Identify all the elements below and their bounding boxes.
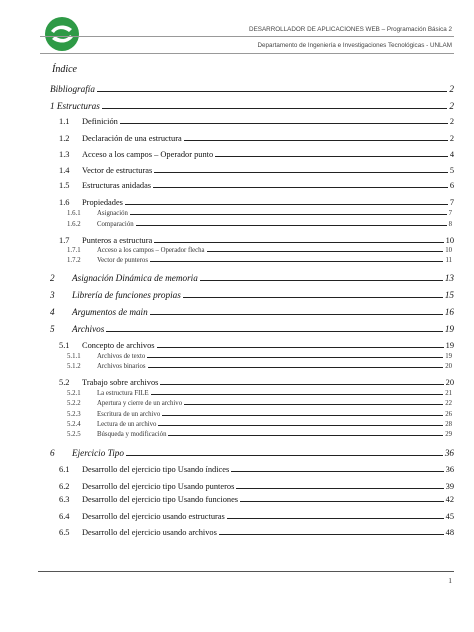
toc-entry[interactable] — [59, 378, 454, 387]
toc-entry-label: Concepto de archivos — [82, 341, 155, 350]
toc-entry-page: 36 — [445, 465, 454, 474]
toc-leader-line — [231, 471, 443, 472]
toc-entry-label: Vector de estructuras — [82, 166, 153, 175]
toc-leader-line — [153, 187, 448, 188]
toc-entry-page: 20 — [445, 363, 452, 370]
toc-entry-number: 2 — [50, 273, 55, 283]
footer-divider — [38, 571, 454, 572]
toc-entry[interactable] — [50, 324, 454, 334]
toc-entry[interactable] — [59, 134, 454, 143]
toc-entry[interactable] — [67, 421, 452, 428]
toc-leader-line — [125, 204, 448, 205]
toc-entry[interactable] — [59, 465, 454, 474]
toc-entry-number: 1.6.2 — [67, 221, 81, 228]
toc-leader-line — [240, 501, 444, 502]
toc-entry[interactable] — [67, 431, 452, 438]
toc-entry-label: 1 Estructuras — [50, 101, 100, 111]
toc-entry-page: 22 — [445, 400, 452, 407]
toc-entry-page: 19 — [445, 341, 454, 350]
toc-leader-line — [219, 534, 444, 535]
toc-leader-line — [130, 214, 447, 215]
toc-leader-line — [148, 367, 444, 368]
toc-leader-line — [150, 261, 443, 262]
toc-leader-line — [168, 435, 443, 436]
toc-entry-number: 4 — [50, 307, 55, 317]
toc-entry-label: Desarrollo del ejercicio tipo Usando funciones — [82, 495, 239, 504]
toc-entry[interactable] — [50, 307, 454, 317]
toc-entry-label: Comparación — [97, 221, 134, 228]
toc-entry-number: 1.7 — [59, 236, 70, 245]
toc-entry-number: 5.1.1 — [67, 353, 81, 360]
toc-entry-page: 7 — [448, 210, 452, 217]
toc-entry-label: Estructuras anidadas — [82, 181, 152, 190]
toc-leader-line — [157, 347, 444, 348]
toc-entry-number: 1.6.1 — [67, 210, 81, 217]
toc-entry-label: Desarrollo del ejercicio tipo Usando índices — [82, 465, 230, 474]
toc-entry[interactable] — [59, 341, 454, 350]
toc-entry-label: Librería de funciones propias — [72, 290, 181, 300]
toc-entry-label: Archivos — [72, 324, 105, 334]
toc-entry-page: 15 — [444, 290, 454, 300]
toc-entry-page: 29 — [445, 431, 452, 438]
toc-entry-number: 1.1 — [59, 117, 70, 126]
toc-entry-page: 26 — [445, 411, 452, 418]
toc-leader-line — [147, 357, 443, 358]
toc-entry-number: 6.2 — [59, 482, 70, 491]
toc-entry-number: 5.2.3 — [67, 411, 81, 418]
toc-entry-label: Apertura y cierre de un archivo — [97, 400, 183, 407]
toc-leader-line — [236, 488, 443, 489]
toc-entry-label: Propiedades — [82, 198, 123, 207]
toc-entry-label: Escritura de un archivo — [97, 411, 161, 418]
toc-entry-page: 10 — [445, 236, 454, 245]
toc-entry-label: Asignación Dinámica de memoria — [72, 273, 198, 283]
toc-entry[interactable] — [59, 236, 454, 245]
toc-entry[interactable] — [59, 482, 454, 491]
toc-entry[interactable] — [59, 528, 454, 537]
header-department: Departamento de Ingeniería e Investigaciones Tecnológicas - UNLAM — [257, 42, 452, 49]
toc-entry-label: Desarrollo del ejercicio tipo Usando punteros — [82, 482, 235, 491]
toc-leader-line — [150, 314, 443, 315]
toc-entry-page: 28 — [445, 421, 452, 428]
toc-entry-page: 2 — [449, 101, 454, 111]
toc-entry-label: Acceso a los campos – Operador flecha — [97, 247, 205, 254]
toc-entry-number: 1.4 — [59, 166, 70, 175]
toc-entry[interactable] — [67, 257, 452, 264]
toc-entry-page: 2 — [449, 134, 454, 143]
toc-entry-label: Acceso a los campos – Operador punto — [82, 150, 214, 159]
toc-entry-label: La estructura FILE — [97, 390, 149, 397]
toc-leader-line — [126, 455, 443, 456]
toc-entry-label: Archivos de texto — [97, 353, 146, 360]
toc-entry-label: Vector de punteros — [97, 257, 148, 264]
toc-entry-number: 6 — [50, 448, 55, 458]
toc-entry[interactable] — [50, 290, 454, 300]
header-course-title: DESARROLLADOR DE APLICACIONES WEB – Programación Básica 2 — [249, 26, 452, 33]
toc-leader-line — [184, 140, 448, 141]
toc-entry-number: 5.2.5 — [67, 431, 81, 438]
toc-entry-label: Trabajo sobre archivos — [82, 378, 159, 387]
toc-leader-line — [106, 331, 442, 332]
toc-entry-page: 19 — [444, 324, 454, 334]
toc-entry[interactable] — [67, 411, 452, 418]
toc-entry-label: Búsqueda y modificación — [97, 431, 167, 438]
toc-entry-page: 21 — [445, 390, 452, 397]
toc-entry-number: 6.5 — [59, 528, 70, 537]
toc-entry-label: Argumentos de main — [72, 307, 148, 317]
toc-entry-label: Definición — [82, 117, 118, 126]
toc-leader-line — [136, 225, 447, 226]
toc-leader-line — [160, 384, 443, 385]
toc-entry-number: 6.3 — [59, 495, 70, 504]
toc-entry[interactable] — [67, 210, 452, 217]
toc-entry-number: 5.2.1 — [67, 390, 81, 397]
toc-entry-number: 5.1.2 — [67, 363, 81, 370]
toc-entry-page: 8 — [448, 221, 452, 228]
toc-entry-page: 20 — [445, 378, 454, 387]
toc-entry-number: 1.2 — [59, 134, 70, 143]
toc-entry-page: 7 — [449, 198, 454, 207]
toc-entry-label: Bibliografía — [50, 84, 95, 94]
toc-entry-number: 1.5 — [59, 181, 70, 190]
toc-entry[interactable] — [59, 181, 454, 190]
toc-entry-page: 4 — [449, 150, 454, 159]
toc-entry[interactable] — [59, 150, 454, 159]
toc-entry-label: Punteros a estructura — [82, 236, 153, 245]
toc-entry-page: 13 — [444, 273, 454, 283]
toc-entry-page: 10 — [445, 247, 452, 254]
toc-entry-page: 5 — [449, 166, 454, 175]
toc-entry[interactable] — [67, 247, 452, 254]
toc-leader-line — [154, 172, 448, 173]
toc-leader-line — [151, 394, 443, 395]
toc-entry[interactable] — [67, 363, 452, 370]
toc-entry-label: Declaración de una estructura — [82, 134, 182, 143]
toc-entry-number: 6.1 — [59, 465, 70, 474]
toc-entry-number: 5.2.4 — [67, 421, 81, 428]
toc-entry[interactable] — [67, 400, 452, 407]
toc-entry[interactable] — [59, 512, 454, 521]
toc-entry[interactable] — [67, 390, 452, 397]
toc-entry-label: Asignación — [97, 210, 128, 217]
toc-entry-page: 19 — [445, 353, 452, 360]
toc-leader-line — [183, 297, 443, 298]
toc-entry[interactable] — [59, 166, 454, 175]
toc-entry-number: 6.4 — [59, 512, 70, 521]
toc-entry[interactable] — [59, 198, 454, 207]
toc-leader-line — [102, 108, 448, 109]
toc-entry-page: 6 — [449, 181, 454, 190]
toc-entry[interactable] — [67, 353, 452, 360]
toc-entry[interactable] — [50, 101, 454, 111]
toc-entry-label: Desarrollo del ejercicio usando archivos — [82, 528, 217, 537]
toc-leader-line — [207, 251, 444, 252]
toc-entry[interactable] — [59, 495, 454, 504]
toc-entry-label: Lectura de un archivo — [97, 421, 157, 428]
toc-entry-number: 1.7.1 — [67, 247, 81, 254]
toc-title: Índice — [52, 64, 77, 75]
toc-leader-line — [184, 404, 443, 405]
toc-entry-label: Archivos binarios — [97, 363, 146, 370]
toc-entry-page: 11 — [445, 257, 452, 264]
toc-entry[interactable] — [59, 117, 454, 126]
unlam-logo-icon — [42, 14, 82, 54]
page-number: 1 — [448, 576, 452, 585]
toc-entry-number: 5 — [50, 324, 55, 334]
toc-entry[interactable] — [67, 221, 452, 228]
header-divider — [40, 36, 454, 37]
toc-entry-number: 1.6 — [59, 198, 70, 207]
toc-entry-number: 5.2.2 — [67, 400, 81, 407]
toc-entry-label: Desarrollo del ejercicio usando estructuras — [82, 512, 225, 521]
toc-entry-page: 48 — [445, 528, 454, 537]
toc-leader-line — [97, 91, 447, 92]
toc-entry-number: 1.7.2 — [67, 257, 81, 264]
toc-leader-line — [215, 156, 448, 157]
toc-entry-label: Ejercicio Tipo — [72, 448, 124, 458]
toc-entry-number: 5.1 — [59, 341, 70, 350]
toc-leader-line — [154, 242, 443, 243]
toc-leader-line — [162, 415, 443, 416]
toc-entry-number: 3 — [50, 290, 55, 300]
toc-entry[interactable] — [50, 273, 454, 283]
toc-entry-page: 16 — [444, 307, 454, 317]
toc-entry-page: 39 — [445, 482, 454, 491]
toc-entry[interactable] — [50, 448, 454, 458]
toc-entry-page: 42 — [445, 495, 454, 504]
toc-leader-line — [120, 123, 448, 124]
toc-entry-number: 1.3 — [59, 150, 70, 159]
toc-entry-page: 45 — [445, 512, 454, 521]
toc-entry-page: 2 — [449, 84, 454, 94]
toc-entry-number: 5.2 — [59, 378, 70, 387]
toc-entry-page: 36 — [444, 448, 454, 458]
header-divider — [40, 53, 454, 54]
toc-leader-line — [227, 518, 444, 519]
toc-entry-page: 2 — [449, 117, 454, 126]
toc-leader-line — [158, 425, 443, 426]
toc-leader-line — [200, 280, 443, 281]
toc-entry[interactable] — [50, 84, 454, 94]
